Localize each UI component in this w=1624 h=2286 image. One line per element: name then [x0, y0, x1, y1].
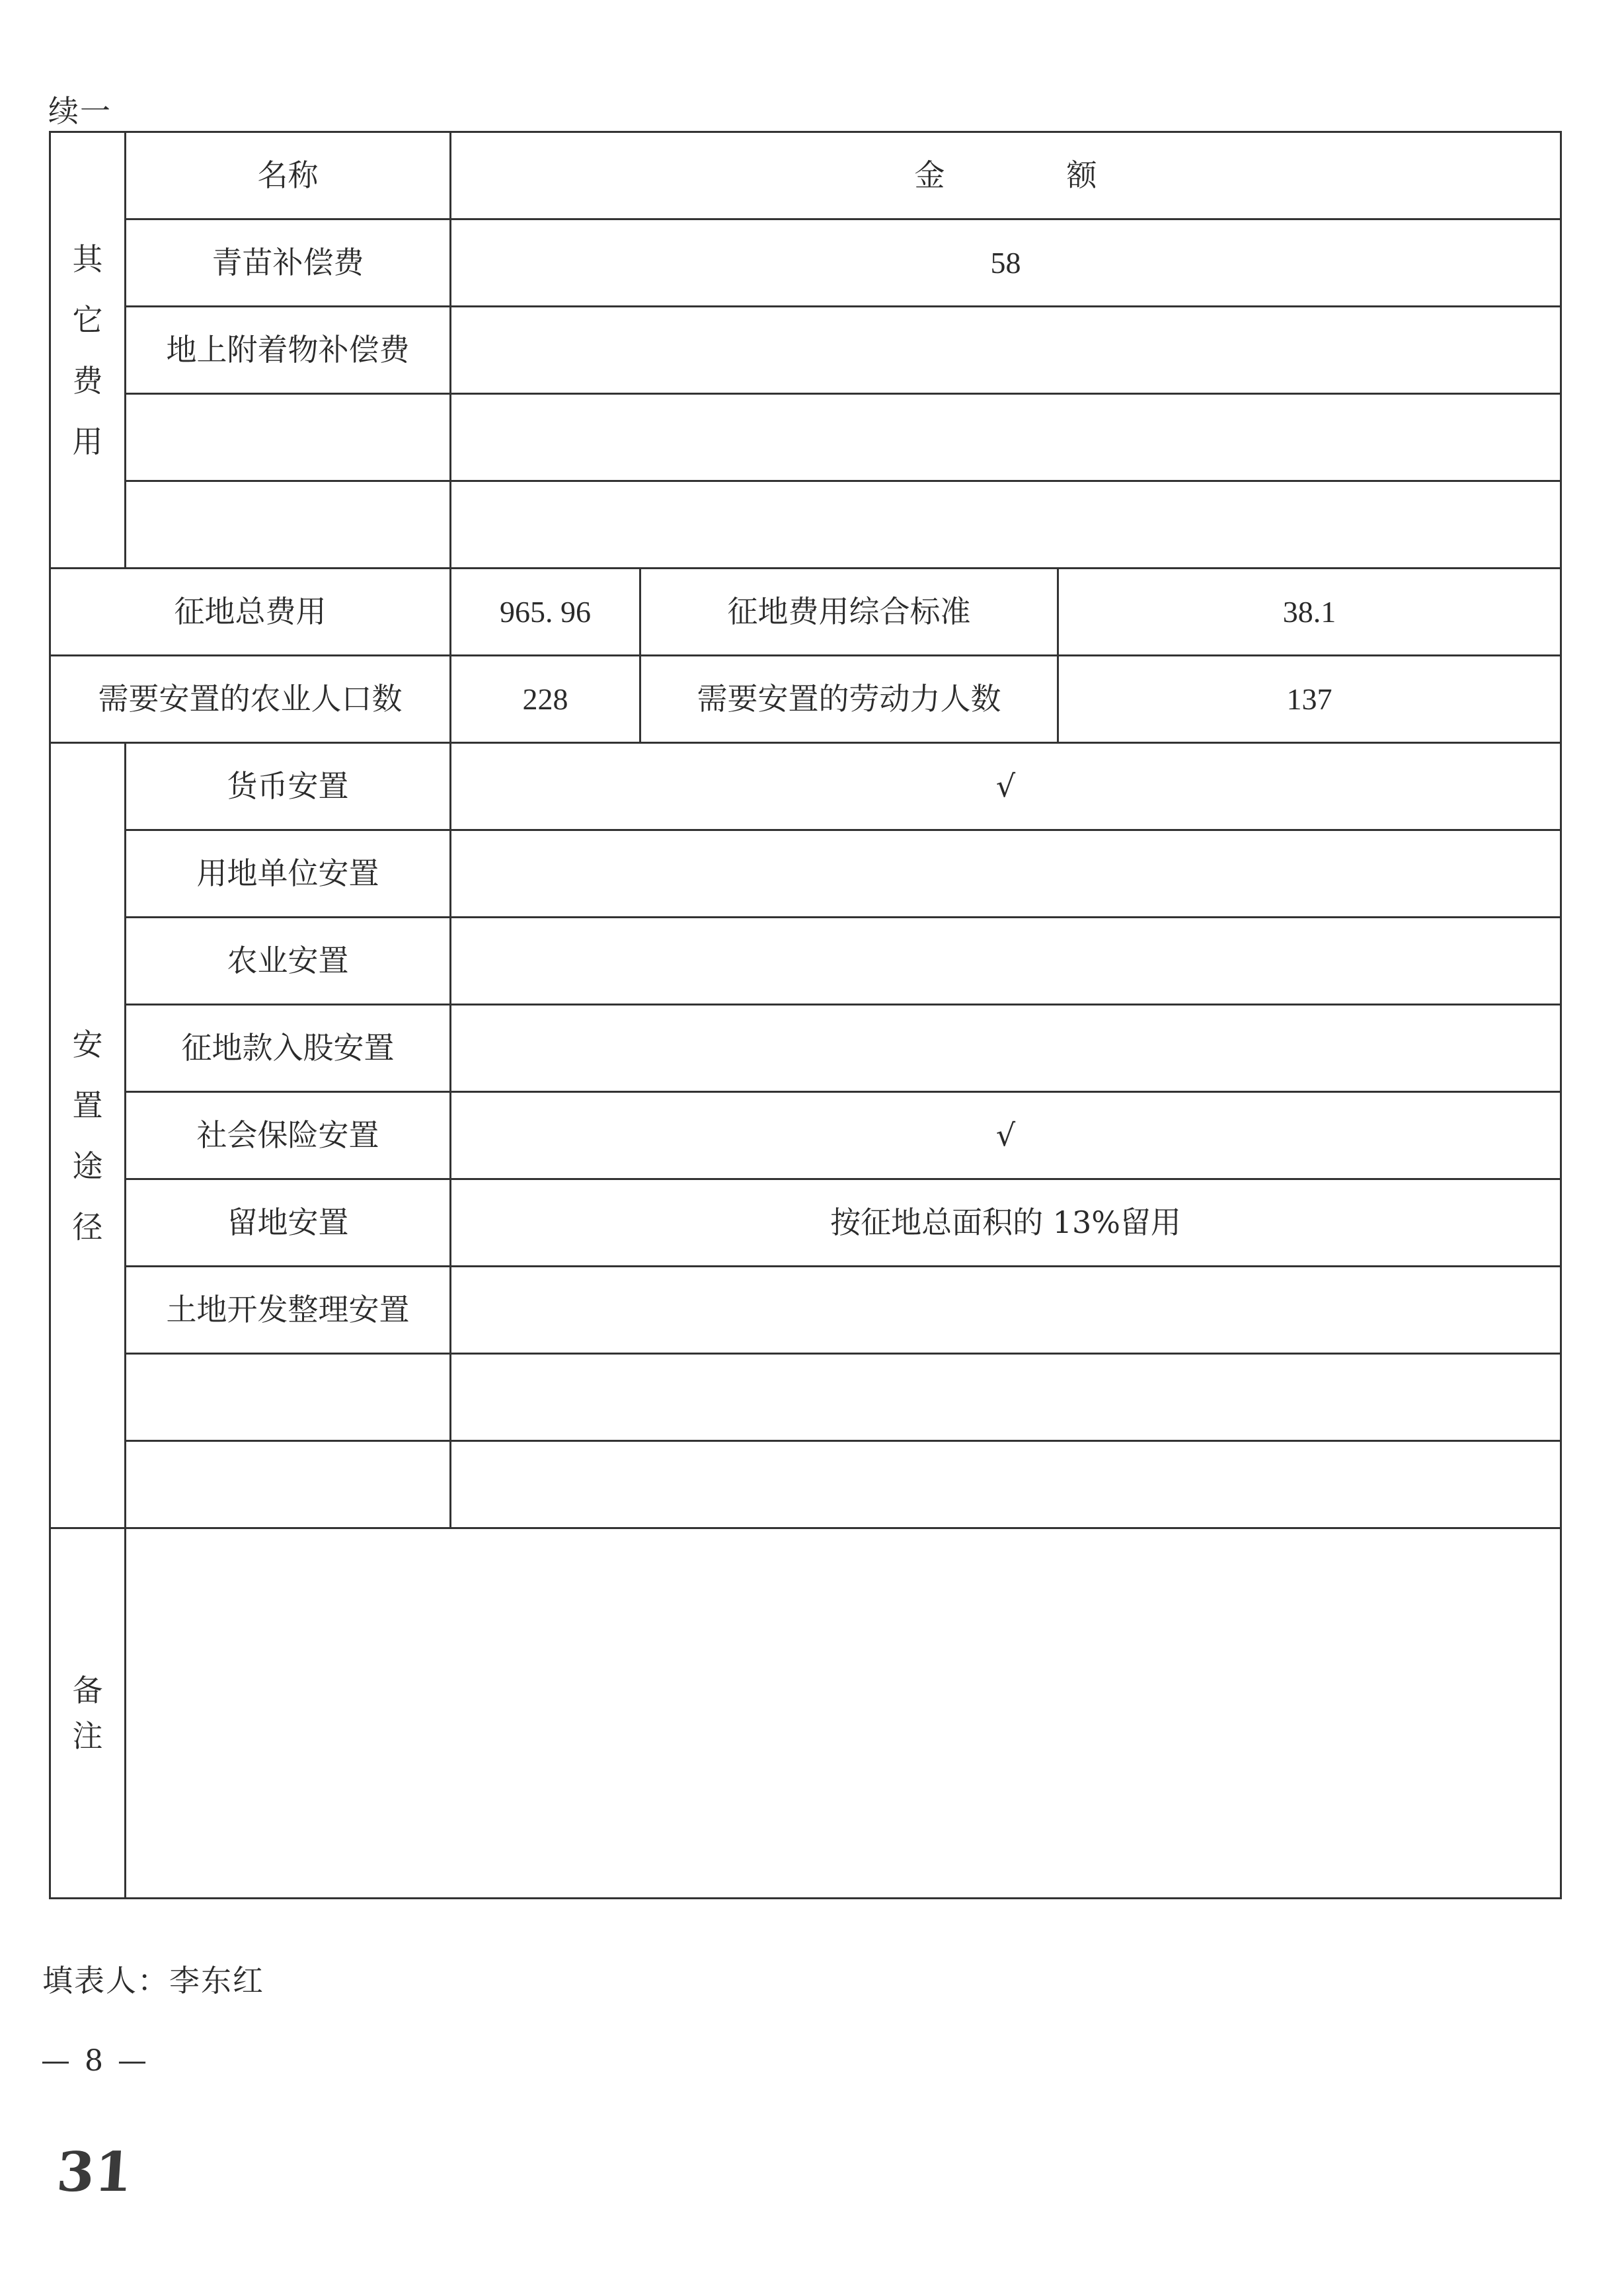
continued-label: 续一 [48, 93, 112, 129]
resettlement-value-cell: √ [451, 1092, 1561, 1179]
standard-label: 征地费用综合标准 [640, 569, 1058, 656]
table-row [50, 219, 1561, 307]
table-row [50, 1092, 1561, 1179]
resettlement-name-cell: 征地款入股安置 [126, 1005, 451, 1092]
resettlement-value-cell: √ [451, 743, 1561, 830]
fee-amount-cell: 58 [451, 219, 1561, 307]
fee-amount-cell [451, 394, 1561, 481]
fee-name-cell [126, 481, 451, 569]
table-row [50, 830, 1561, 918]
resettlement-value-cell [451, 1354, 1561, 1441]
name-column-header: 名称 [126, 132, 451, 219]
resettlement-name-cell: 货币安置 [126, 743, 451, 830]
land-acquisition-form-table [49, 131, 1562, 1899]
table-row [50, 1005, 1561, 1092]
table-row [50, 1441, 1561, 1528]
resettlement-value-cell [451, 830, 1561, 918]
fee-name-cell: 地上附着物补偿费 [126, 307, 451, 394]
resettlement-name-cell: 农业安置 [126, 918, 451, 1005]
labor-value: 137 [1058, 656, 1561, 743]
agri-pop-value: 228 [451, 656, 640, 743]
resettlement-group-label: 安置途径 [72, 1026, 103, 1245]
table-row [50, 743, 1561, 830]
table-row [50, 394, 1561, 481]
resettlement-name-cell: 社会保险安置 [126, 1092, 451, 1179]
resettlement-value-cell [451, 918, 1561, 1005]
remarks-label: 备注 [72, 1672, 103, 1754]
remarks-content [126, 1528, 1561, 1899]
handwritten-page-number: 31 [54, 2141, 135, 2204]
resettlement-group-cell [50, 743, 126, 1528]
totals-row-1 [50, 569, 1561, 656]
resettlement-name-cell: 土地开发整理安置 [126, 1267, 451, 1354]
resettlement-name-cell: 用地单位安置 [126, 830, 451, 918]
resettlement-value-cell [451, 1005, 1561, 1092]
labor-label: 需要安置的劳动力人数 [640, 656, 1058, 743]
resettlement-value-cell: 按征地总面积的 13%留用 [451, 1179, 1561, 1267]
table-row [50, 1354, 1561, 1441]
table-row [50, 481, 1561, 569]
table-row [50, 1267, 1561, 1354]
total-fee-value: 965. 96 [451, 569, 640, 656]
form-filler: 填表人：李东红 [42, 1963, 264, 1998]
total-fee-label: 征地总费用 [50, 569, 451, 656]
resettlement-name-cell: 留地安置 [126, 1179, 451, 1267]
table-header-row [50, 132, 1561, 219]
other-fees-group-label: 其它费用 [72, 241, 103, 459]
table-row [50, 918, 1561, 1005]
remarks-row [50, 1528, 1561, 1899]
fee-name-cell [126, 394, 451, 481]
resettlement-name-cell [126, 1441, 451, 1528]
other-fees-group-cell [50, 132, 126, 569]
resettlement-value-cell [451, 1267, 1561, 1354]
fee-amount-cell [451, 307, 1561, 394]
amount-column-header: 金 额 [451, 132, 1561, 219]
resettlement-value-cell [451, 1441, 1561, 1528]
page-number: — 8 — [41, 2044, 149, 2078]
fee-amount-cell [451, 481, 1561, 569]
standard-value: 38.1 [1058, 569, 1561, 656]
totals-row-2 [50, 656, 1561, 743]
agri-pop-label: 需要安置的农业人口数 [50, 656, 451, 743]
table-row [50, 307, 1561, 394]
fee-name-cell: 青苗补偿费 [126, 219, 451, 307]
remarks-label-cell [50, 1528, 126, 1899]
resettlement-name-cell [126, 1354, 451, 1441]
table-row [50, 1179, 1561, 1267]
